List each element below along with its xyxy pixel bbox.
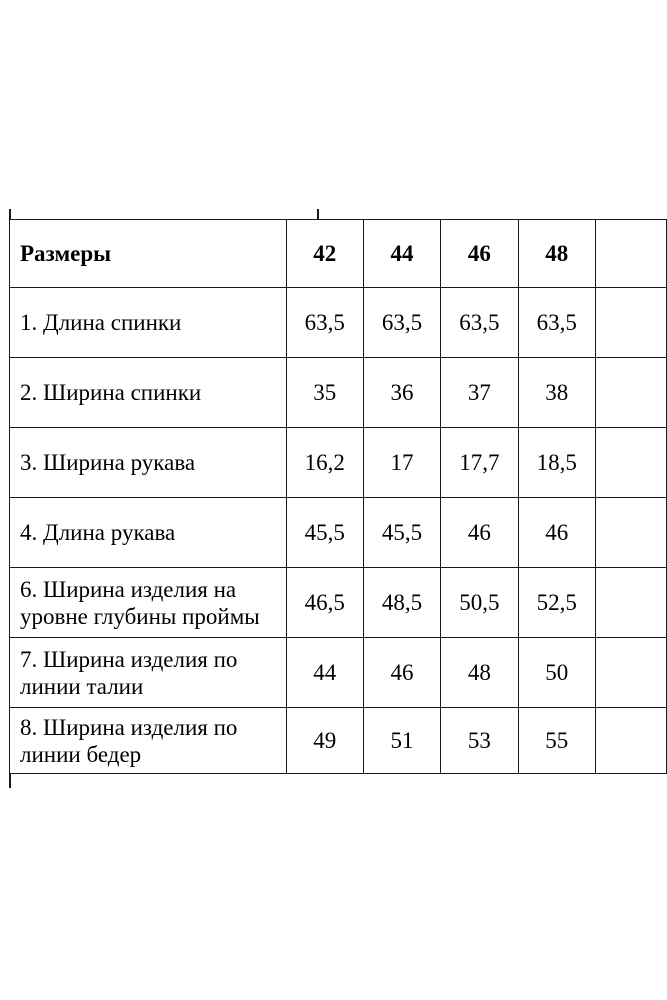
row-label: 3. Ширина рукава bbox=[10, 428, 287, 498]
cell-value: 63,5 bbox=[286, 288, 363, 358]
cell-cropped bbox=[595, 358, 666, 428]
table-row bbox=[10, 288, 667, 358]
header-size-48: 48 bbox=[518, 220, 595, 288]
table-top-tick-left bbox=[9, 209, 11, 219]
cell-cropped bbox=[595, 568, 666, 638]
cell-value: 50 bbox=[518, 638, 595, 708]
cell-value: 36 bbox=[363, 358, 440, 428]
cell-value: 35 bbox=[286, 358, 363, 428]
cell-value: 48,5 bbox=[363, 568, 440, 638]
header-size-cropped bbox=[595, 220, 666, 288]
cell-value: 18,5 bbox=[518, 428, 595, 498]
row-label: 4. Длина рукава bbox=[10, 498, 287, 568]
cell-value: 63,5 bbox=[363, 288, 440, 358]
cell-cropped bbox=[595, 428, 666, 498]
size-table bbox=[9, 219, 667, 774]
header-size-42: 42 bbox=[286, 220, 363, 288]
table-header-row bbox=[10, 220, 667, 288]
cell-value: 51 bbox=[363, 708, 440, 774]
cell-value: 63,5 bbox=[518, 288, 595, 358]
cell-value: 46 bbox=[441, 498, 518, 568]
row-label: 7. Ширина изделия по линии талии bbox=[10, 638, 287, 708]
table-top-tick-divider bbox=[317, 209, 319, 219]
cell-value: 16,2 bbox=[286, 428, 363, 498]
table-row bbox=[10, 708, 667, 774]
table-row bbox=[10, 358, 667, 428]
cell-cropped bbox=[595, 288, 666, 358]
cell-value: 50,5 bbox=[441, 568, 518, 638]
cell-value: 44 bbox=[286, 638, 363, 708]
cell-value: 46,5 bbox=[286, 568, 363, 638]
row-label: 6. Ширина изделия на уровне глубины проймы bbox=[10, 568, 287, 638]
cell-value: 45,5 bbox=[286, 498, 363, 568]
row-label: 8. Ширина изделия по линии бедер bbox=[10, 708, 287, 774]
cell-cropped bbox=[595, 638, 666, 708]
row-label: 2. Ширина спинки bbox=[10, 358, 287, 428]
header-size-44: 44 bbox=[363, 220, 440, 288]
table-row bbox=[10, 638, 667, 708]
cell-value: 17 bbox=[363, 428, 440, 498]
cell-cropped bbox=[595, 708, 666, 774]
table-row bbox=[10, 498, 667, 568]
cell-value: 49 bbox=[286, 708, 363, 774]
cell-cropped bbox=[595, 498, 666, 568]
cell-value: 63,5 bbox=[441, 288, 518, 358]
cell-value: 37 bbox=[441, 358, 518, 428]
table-bottom-tick-left bbox=[9, 774, 11, 788]
table-row bbox=[10, 428, 667, 498]
header-size-46: 46 bbox=[441, 220, 518, 288]
cell-value: 17,7 bbox=[441, 428, 518, 498]
cell-value: 46 bbox=[363, 638, 440, 708]
row-label: 1. Длина спинки bbox=[10, 288, 287, 358]
cell-value: 52,5 bbox=[518, 568, 595, 638]
table-row bbox=[10, 568, 667, 638]
cell-value: 38 bbox=[518, 358, 595, 428]
cell-value: 48 bbox=[441, 638, 518, 708]
header-label: Размеры bbox=[10, 220, 287, 288]
cell-value: 46 bbox=[518, 498, 595, 568]
cell-value: 55 bbox=[518, 708, 595, 774]
cell-value: 53 bbox=[441, 708, 518, 774]
cell-value: 45,5 bbox=[363, 498, 440, 568]
